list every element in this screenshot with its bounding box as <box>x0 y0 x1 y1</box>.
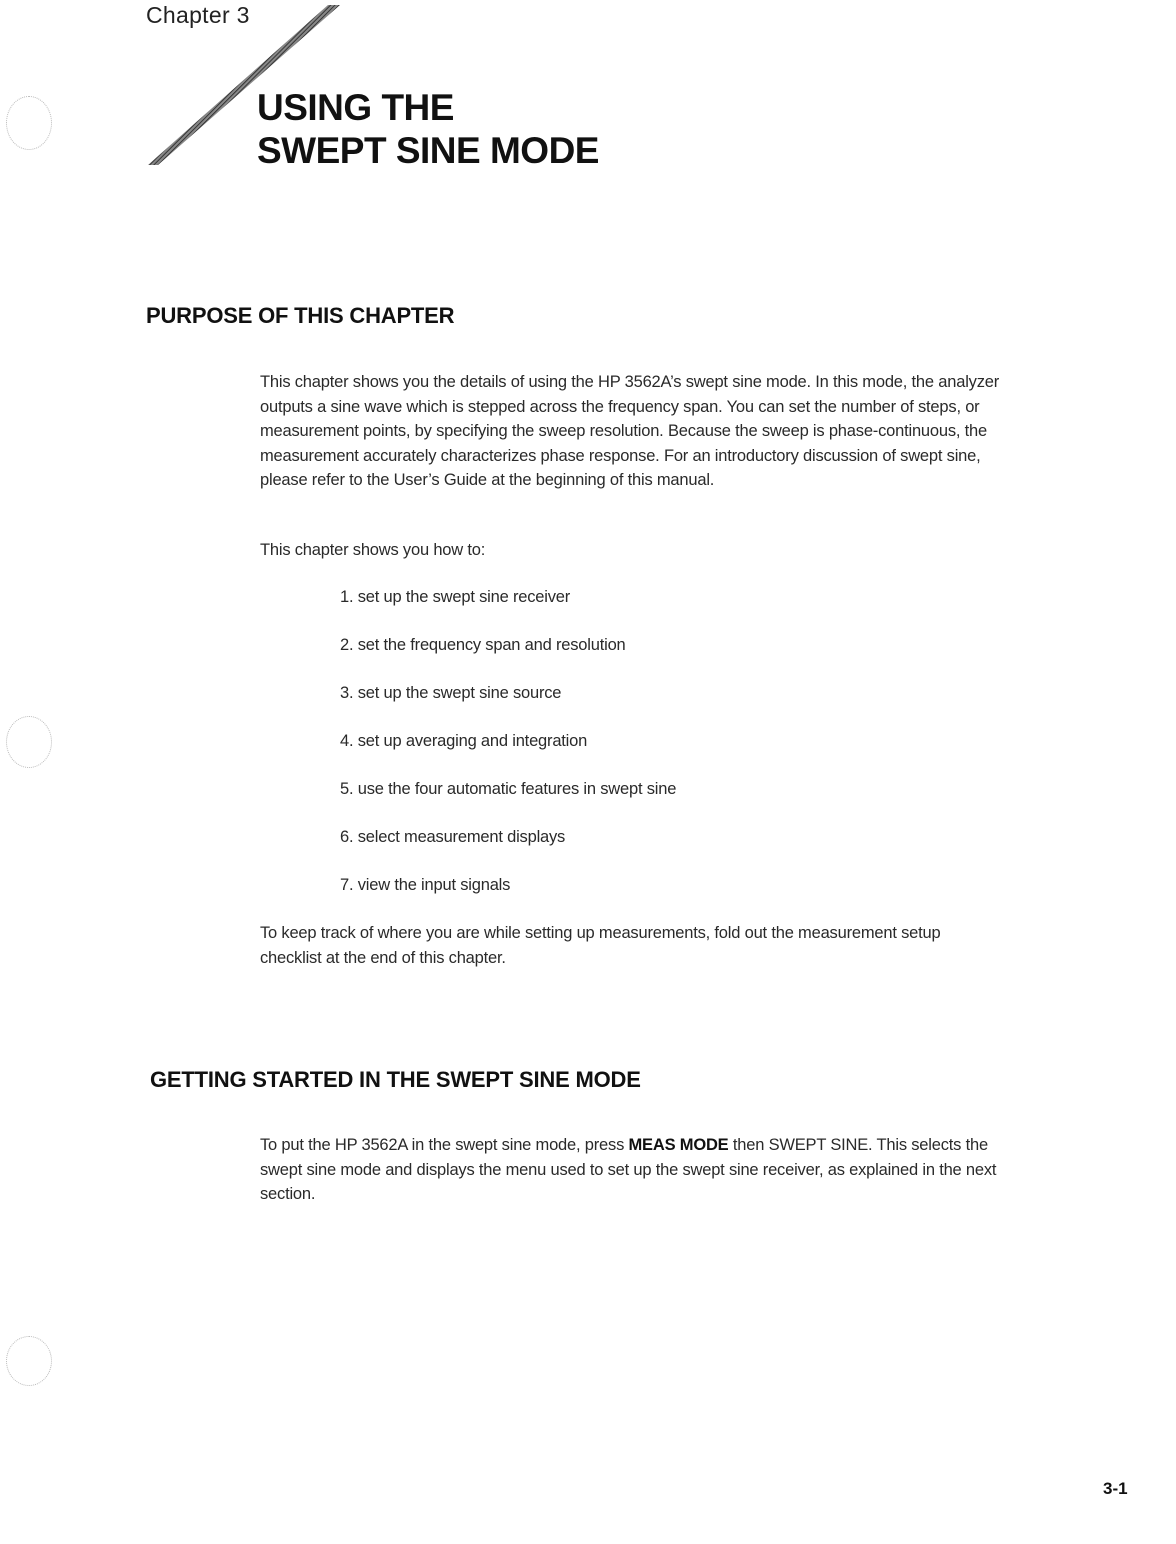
list-item: 7. view the input signals <box>340 876 511 894</box>
binder-hole-mark <box>6 1336 52 1386</box>
getting-started-text-before: To put the HP 3562A in the swept sine mode, press <box>260 1136 629 1154</box>
list-item: 5. use the four automatic features in swept sine <box>340 780 677 798</box>
list-item: 2. set the frequency span and resolution <box>340 636 626 654</box>
list-item: 3. set up the swept sine source <box>340 684 562 702</box>
list-item: 1. set up the swept sine receiver <box>340 588 571 606</box>
purpose-intro-paragraph: This chapter shows you the details of using the HP 3562A’s swept sine mode. In this mode, the analyzer outputs a sine wave which is stepped across the frequency span. You can set the number of steps, or measurement points, by specifying the sweep resolution. Because the sweep is phase-continuous, the measurement accurately characterizes phase response. For an introductory discussion of swept sine, please refer to the User’s Guide at the beginning of this manual. <box>260 373 1000 489</box>
section-heading-purpose: PURPOSE OF THIS CHAPTER <box>146 303 455 328</box>
section-heading-getting-started: GETTING STARTED IN THE SWEPT SINE MODE <box>150 1067 641 1092</box>
list-item: 6. select measurement displays <box>340 828 566 846</box>
chapter-label: Chapter 3 <box>146 2 250 28</box>
binder-hole-mark <box>6 96 52 150</box>
chapter-title <box>257 86 599 172</box>
chapter-title-line-1: USING THE <box>257 87 454 128</box>
purpose-lead-in: This chapter shows you how to: <box>260 541 486 559</box>
binder-hole-mark <box>6 716 52 768</box>
page-number: 3-1 <box>1103 1479 1128 1498</box>
chapter-steps-list <box>340 585 676 921</box>
chapter-title-line-2: SWEPT SINE MODE <box>257 130 599 171</box>
meas-mode-key-label: MEAS MODE <box>628 1136 729 1154</box>
getting-started-paragraph <box>260 1133 1020 1207</box>
purpose-closing-paragraph: To keep track of where you are while setting up measurements, fold out the measurement setup checklist at the end of this chapter. <box>260 924 941 967</box>
list-item: 4. set up averaging and integration <box>340 732 588 750</box>
getting-started-text-after: then SWEPT SINE. This selects the swept sine mode and displays the menu used to set up the swept sine receiver, as explained in the next section. <box>260 1136 997 1203</box>
